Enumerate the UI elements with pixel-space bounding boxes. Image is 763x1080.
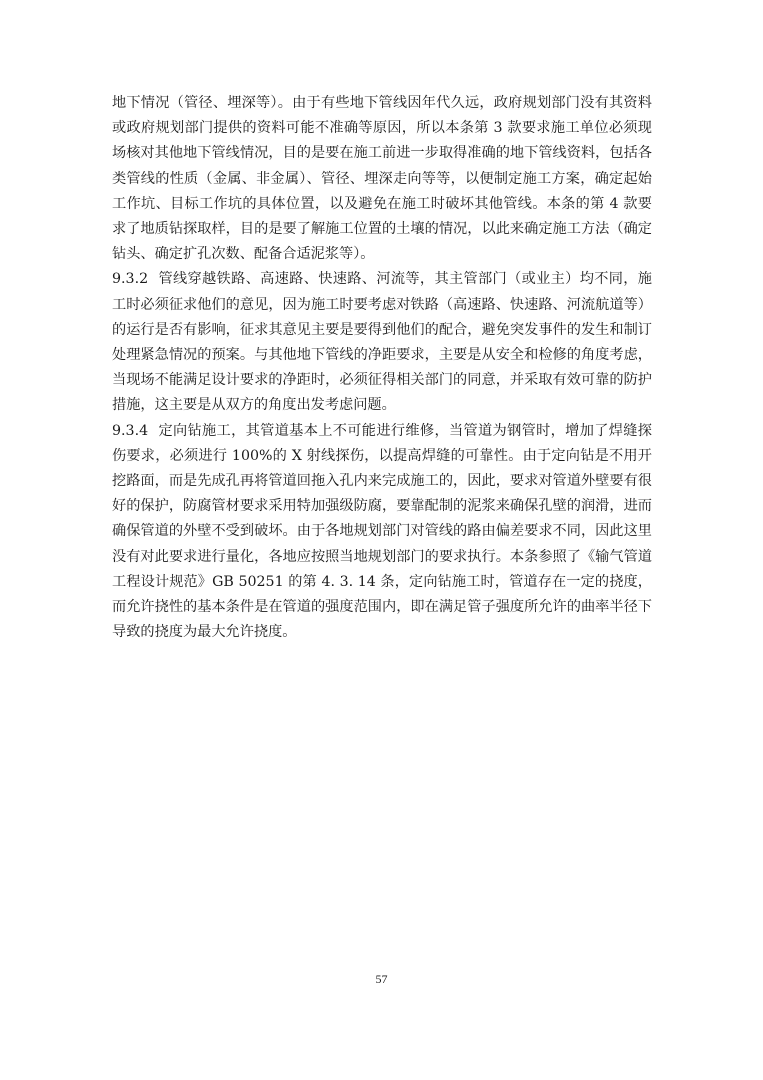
page-number: 57: [375, 972, 388, 986]
section-number: 9.3.4: [112, 422, 149, 439]
paragraph-text: 地下情况（管径、埋深等）。由于有些地下管线因年代久远，政府规划部门没有其资料或政府规划部门提供的资料可能不准确等原因，所以本条第 3 款要求施工单位必须现场核对其他地下管线情况，目的是要在施工前进一步取得准确的地下管线资料，包括各类管线的性质（金属、非金属）、管径、埋深走向等等，以便制定施工方案，确定起始工作坑、目标工作坑的具体位置，以及避免在施工时破坏其他管线。本条的第 4 款要求了地质钻探取样，目的是要了解施工位置的土壤的情况，以此来确定施工方法（确定钻头、确定扩孔次数、配备合适泥浆等）。: [112, 95, 652, 263]
section-number: 9.3.2: [112, 271, 149, 288]
page-body: [112, 91, 652, 645]
paragraph-text: 管线穿越铁路、高速路、快速路、河流等，其主管部门（或业主）均不同，施工时必须征求他们的意见，因为施工时要考虑对铁路（高速路、快速路、河流航道等）的运行是否有影响，征求其意见主要是要得到他们的配合，避免突发事件的发生和制订处理紧急情况的预案。与其他地下管线的净距要求，主要是从安全和检修的角度考虑，当现场不能满足设计要求的净距时，必须征得相关部门的同意，并采取有效可靠的防护措施，这主要是从双方的角度出发考虑问题。: [112, 271, 652, 414]
paragraph-continued: [112, 91, 652, 267]
section-9-3-2: [112, 267, 652, 418]
paragraph-text: 定向钻施工，其管道基本上不可能进行维修，当管道为钢管时，增加了焊缝探伤要求，必须进行 100%的 X 射线探伤，以提高焊缝的可靠性。由于定向钻是不用开挖路面，而是先成孔再将管道回拖入孔内来完成施工的，因此，要求对管道外壁要有很好的保护，防腐管材要求采用特加强级防腐，要靠配制的泥浆来确保孔壁的润滑，进而确保管道的外壁不受到破坏。由于各地规划部门对管线的路由偏差要求不同，因此这里没有对此要求进行量化，各地应按照当地规划部门的要求执行。本条参照了《输气管道工程设计规范》GB 50251 的第 4. 3. 14 条，定向钻施工时，管道存在一定的挠度，而允许挠性的基本条件是在管道的强度范围内，即在满足管子强度所允许的曲率半径下导致的挠度为最大允许挠度。: [112, 422, 652, 641]
section-9-3-4: [112, 419, 652, 646]
